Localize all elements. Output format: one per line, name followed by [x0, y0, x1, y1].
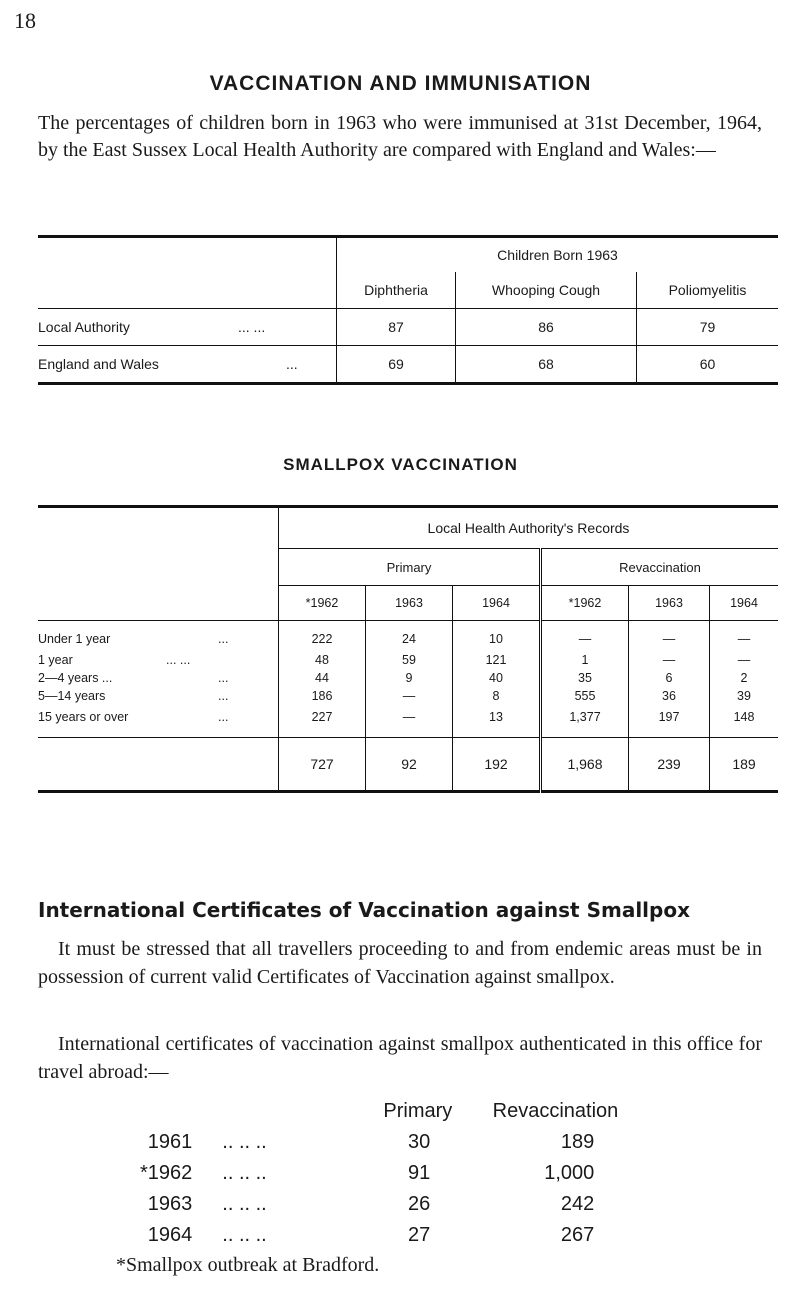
table-cell: 6 [629, 669, 710, 687]
column-header: Revaccination [492, 1100, 619, 1122]
row-label: 2—4 years ... [38, 671, 113, 685]
table-cell: — [629, 651, 710, 669]
year-header: 1963 [366, 586, 453, 621]
table-cell: 39 [710, 687, 779, 705]
table-cell: — [710, 651, 779, 669]
row-label: 5—14 years [38, 689, 106, 703]
list-revaccination: 189 [560, 1131, 595, 1153]
total-cell: 189 [710, 738, 779, 792]
table-row [38, 346, 778, 384]
page-title: VACCINATION AND IMMUNISATION [209, 72, 592, 95]
leader-dots: .. .. .. [222, 1131, 267, 1153]
row-label: England and Wales [38, 356, 159, 372]
list-year: 1961 [147, 1131, 193, 1153]
table-cell: 555 [541, 687, 629, 705]
table-cell: 13 [453, 705, 541, 738]
table-group-header: Local Health Authority's Records [279, 507, 779, 549]
table-cell: 1 [541, 651, 629, 669]
leader-dots: ... [218, 710, 229, 724]
year-header: 1964 [710, 586, 779, 621]
list-primary: 26 [408, 1193, 431, 1215]
page-number: 18 [14, 8, 36, 33]
table-cell: 8 [453, 687, 541, 705]
year-header: 1963 [629, 586, 710, 621]
smallpox-table [38, 505, 778, 793]
table-cell: 148 [710, 705, 779, 738]
table-cell: 86 [456, 309, 637, 346]
leader-dots: ... ... [166, 653, 191, 667]
leader-dots: ... [218, 632, 229, 646]
list-item [140, 1127, 618, 1158]
total-cell: 1,968 [541, 738, 629, 792]
table-cell: 121 [453, 651, 541, 669]
list-item [140, 1158, 618, 1189]
leader-dots: ... [286, 356, 298, 372]
table-cell: 2 [710, 669, 779, 687]
table-cell: 59 [366, 651, 453, 669]
total-cell: 192 [453, 738, 541, 792]
column-header: Whooping Cough [456, 272, 637, 309]
table-cell: 48 [279, 651, 366, 669]
table-cell: 35 [541, 669, 629, 687]
paragraph-certificates: International certificates of vaccination against smallpox authenticated in this office for travel abroad:— [38, 1033, 762, 1083]
list-year: 1964 [147, 1224, 193, 1246]
table-cell: 44 [279, 669, 366, 687]
table-cell: — [366, 687, 453, 705]
section-title-certificates: International Certificates of Vaccination against Smallpox [38, 898, 690, 922]
table-cell: 79 [637, 309, 779, 346]
list-year: 1963 [147, 1193, 193, 1215]
column-header: Poliomyelitis [637, 272, 779, 309]
total-cell: 727 [279, 738, 366, 792]
table-cell: 227 [279, 705, 366, 738]
table-cell: 9 [366, 669, 453, 687]
list-item [140, 1189, 618, 1220]
sub-header-primary: Primary [279, 549, 541, 586]
table-cell: 186 [279, 687, 366, 705]
table-cell: 10 [453, 621, 541, 652]
table-cell: 69 [337, 346, 456, 384]
section-title-smallpox: SMALLPOX VACCINATION [283, 455, 518, 474]
table-cell: — [366, 705, 453, 738]
paragraph-travellers: It must be stressed that all travellers proceeding to and from endemic areas must be in possession of current valid Certificates of Vaccination against smallpox. [38, 938, 762, 988]
table-row [38, 705, 778, 738]
table-row [38, 669, 778, 687]
totals-row [38, 738, 778, 792]
table-row [38, 309, 778, 346]
leader-dots: .. .. .. [222, 1162, 267, 1184]
list-year: *1962 [140, 1162, 193, 1184]
certificates-list [140, 1096, 618, 1251]
row-label: Under 1 year [38, 632, 111, 646]
list-primary: 30 [408, 1131, 431, 1153]
list-item [140, 1220, 618, 1251]
table-row [38, 687, 778, 705]
table-cell: 1,377 [541, 705, 629, 738]
row-label: 15 years or over [38, 710, 129, 724]
table-cell: 222 [279, 621, 366, 652]
year-header: *1962 [541, 586, 629, 621]
table-cell: — [629, 621, 710, 652]
leader-dots: .. .. .. [222, 1193, 267, 1215]
column-header: Diphtheria [337, 272, 456, 309]
table-row [38, 621, 778, 652]
year-header: *1962 [279, 586, 366, 621]
sub-header-revaccination: Revaccination [541, 549, 779, 586]
immunisation-table [38, 235, 778, 385]
leader-dots: .. .. .. [222, 1224, 267, 1246]
table-cell: — [710, 621, 779, 652]
leader-dots: ... [218, 671, 229, 685]
list-revaccination: 1,000 [544, 1162, 595, 1184]
year-header: 1964 [453, 586, 541, 621]
table-cell: 87 [337, 309, 456, 346]
table-cell: — [541, 621, 629, 652]
table-group-header: Children Born 1963 [337, 237, 779, 273]
column-header: Primary [383, 1100, 453, 1122]
table-cell: 68 [456, 346, 637, 384]
leader-dots: ... ... [238, 319, 266, 335]
list-revaccination: 242 [560, 1193, 595, 1215]
table-row [38, 651, 778, 669]
table-cell: 197 [629, 705, 710, 738]
total-cell: 92 [366, 738, 453, 792]
footnote: *Smallpox outbreak at Bradford. [116, 1254, 380, 1276]
table-cell: 36 [629, 687, 710, 705]
intro-paragraph: The percentages of children born in 1963 who were immunised at 31st December, 1964, by the East Sussex Local Health Authority are compared with England and Wales:— [38, 112, 762, 161]
row-label: Local Authority [38, 319, 130, 335]
table-cell: 60 [637, 346, 779, 384]
total-cell: 239 [629, 738, 710, 792]
list-primary: 91 [408, 1162, 431, 1184]
table-cell: 24 [366, 621, 453, 652]
list-primary: 27 [408, 1224, 431, 1246]
table-cell: 40 [453, 669, 541, 687]
list-revaccination: 267 [560, 1224, 595, 1246]
leader-dots: ... [218, 689, 229, 703]
row-label: 1 year [38, 653, 73, 667]
